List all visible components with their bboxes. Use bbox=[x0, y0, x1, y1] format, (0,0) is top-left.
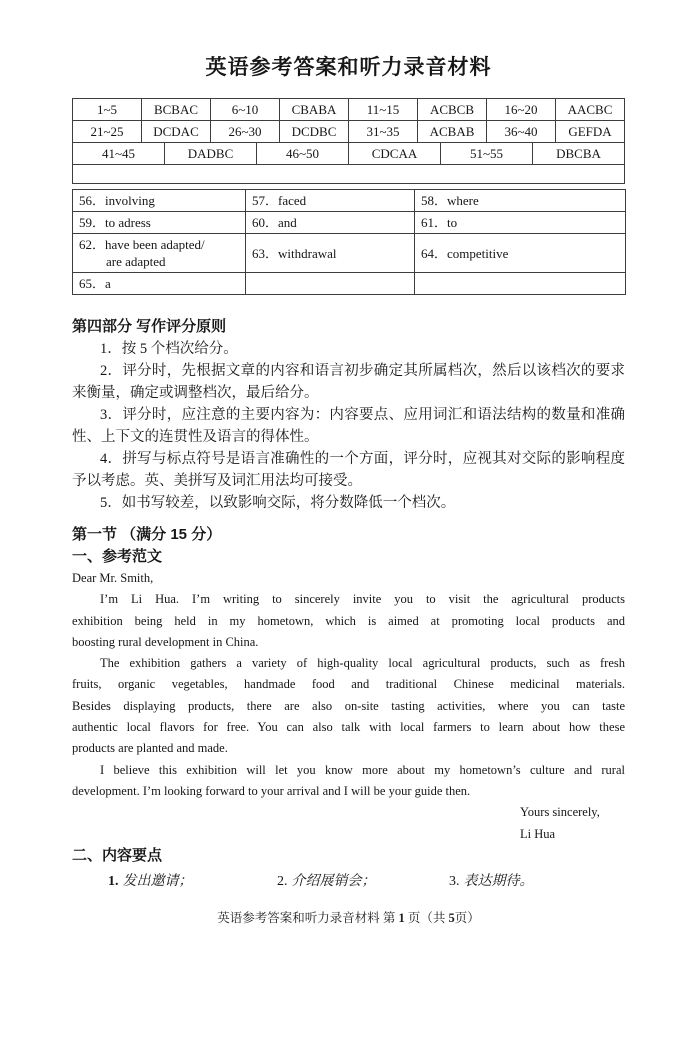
fill-answer-text: 62．have been adapted/ bbox=[79, 237, 205, 252]
page-footer bbox=[72, 908, 625, 926]
content-point-text: 发出邀请； bbox=[122, 873, 193, 889]
essay-line: fruits, organic vegetables, handmade food and traditional Chinese medicinal materials. bbox=[72, 677, 625, 692]
answer-letters-cell: GEFDA bbox=[556, 121, 625, 143]
answer-table-row bbox=[73, 121, 625, 143]
answer-range-cell: 1~5 bbox=[73, 99, 142, 121]
fill-answer-row bbox=[73, 273, 626, 295]
essay-line: boosting rural development in China. bbox=[72, 634, 259, 649]
letter-body bbox=[72, 589, 625, 802]
fill-answer-text: 63．withdrawal bbox=[252, 245, 337, 261]
scoring-principle-line: 性、上下文的连贯性及语言的得体性。 bbox=[72, 429, 319, 445]
content-point-text: 表达期待。 bbox=[463, 873, 534, 889]
answer-letters-cell: AACBC bbox=[556, 99, 625, 121]
answer-range-cell: 16~20 bbox=[487, 99, 556, 121]
answer-range-cell: 21~25 bbox=[73, 121, 142, 143]
scoring-principle-line: 1．按 5 个档次给分。 bbox=[100, 341, 238, 357]
scoring-principle-line: 5．如书写较差，以致影响交际，将分数降低一个档次。 bbox=[100, 495, 456, 511]
footer-doc-title: 英语参考答案和听力录音材料 bbox=[217, 910, 380, 925]
document-page bbox=[0, 54, 696, 926]
answer-letters-cell: DCDAC bbox=[142, 121, 211, 143]
footer-total-pages: 5 bbox=[448, 910, 455, 925]
fill-answer-text: 60．and bbox=[252, 215, 297, 230]
objective-answers-table bbox=[72, 98, 625, 143]
section1-heading: 第一节 （满分 15 分） bbox=[72, 526, 222, 543]
part4-heading: 第四部分 写作评分原则 bbox=[72, 318, 227, 335]
answer-letters-cell: BCBAC bbox=[142, 99, 211, 121]
content-point-number: 3. bbox=[449, 873, 460, 889]
content-points-row bbox=[72, 868, 625, 892]
fill-answer-cell bbox=[73, 234, 246, 273]
letter-closing: Yours sincerely, bbox=[520, 805, 600, 820]
fill-answer-row bbox=[73, 212, 626, 234]
scoring-principle-line: 2．评分时，先根据文章的内容和语言初步确定其所属档次，然后以该档次的要求 bbox=[100, 363, 625, 379]
content-point-number: 2. bbox=[277, 873, 288, 889]
answer-table-row bbox=[73, 99, 625, 121]
empty-cell bbox=[415, 273, 626, 295]
answer-range-cell: 46~50 bbox=[257, 143, 349, 165]
content-point-text: 介绍展销会； bbox=[291, 873, 376, 889]
footer-page-number: 1 bbox=[398, 910, 405, 925]
fill-answer-text: 61．to bbox=[421, 215, 458, 230]
answer-range-cell: 11~15 bbox=[349, 99, 418, 121]
answer-range-cell: 51~55 bbox=[441, 143, 533, 165]
answer-range-cell: 6~10 bbox=[211, 99, 280, 121]
essay-line: The exhibition gathers a variety of high-quality local agricultural products, such as fresh bbox=[100, 656, 625, 671]
objective-answers-table-row3 bbox=[72, 142, 625, 165]
answer-range-cell: 41~45 bbox=[73, 143, 165, 165]
scoring-principle-line: 来衡量，确定或调整档次，最后给分。 bbox=[72, 385, 319, 401]
content-point bbox=[277, 870, 376, 890]
letter-salutation: Dear Mr. Smith, bbox=[72, 571, 154, 585]
fill-answer-text: 59．to adress bbox=[79, 215, 151, 230]
answer-letters-cell: DBCBA bbox=[533, 143, 625, 165]
fill-answer-cell bbox=[73, 212, 246, 234]
fill-answer-cell bbox=[246, 212, 415, 234]
fill-answer-cell bbox=[415, 190, 626, 212]
essay-line: I’m Li Hua. I’m writing to sincerely invite you to visit the agricultural products bbox=[100, 592, 625, 607]
letter-closing-block bbox=[520, 802, 625, 845]
footer-page-info: 第 1 页（共 5页） bbox=[382, 910, 480, 925]
fill-answer-row bbox=[73, 234, 626, 273]
fill-answer-text: 64．competitive bbox=[421, 245, 509, 261]
fill-answer-cell bbox=[415, 234, 626, 273]
scoring-principle-line: 4．拼写与标点符号是语言准确性的一个方面，评分时，应视其对交际的影响程度 bbox=[100, 451, 625, 467]
essay-line: authentic local flavors for free. You can also talk with local farmers to learn about how these bbox=[72, 720, 625, 735]
sample-essay-letter bbox=[72, 568, 625, 845]
answer-letters-cell: ACBAB bbox=[418, 121, 487, 143]
fill-answer-cell bbox=[246, 190, 415, 212]
fill-answer-cell bbox=[73, 190, 246, 212]
scoring-principle-line: 予以考虑。英、美拼写及词汇用法均可接受。 bbox=[72, 473, 362, 489]
sample-essay-heading: 一、参考范文 bbox=[72, 548, 163, 565]
essay-line: development. I’m looking forward to your arrival and I will be your guide then. bbox=[72, 783, 471, 798]
fill-answer-text-line2: are adapted bbox=[106, 254, 166, 269]
content-point-number: 1. bbox=[108, 873, 119, 889]
fill-answer-text: 65．a bbox=[79, 276, 111, 291]
empty-cell bbox=[73, 165, 625, 184]
essay-line: products are planted and made. bbox=[72, 741, 228, 756]
empty-cell bbox=[246, 273, 415, 295]
answer-table-row bbox=[73, 143, 625, 165]
answer-letters-cell: DCDBC bbox=[280, 121, 349, 143]
letter-signature: Li Hua bbox=[520, 826, 556, 841]
page-title: 英语参考答案和听力录音材料 bbox=[205, 56, 492, 79]
fill-answer-text: 58．where bbox=[421, 193, 479, 208]
answer-letters-cell: ACBCB bbox=[418, 99, 487, 121]
answer-range-cell: 31~35 bbox=[349, 121, 418, 143]
answer-letters-cell: CDCAA bbox=[349, 143, 441, 165]
fill-answer-text: 57．faced bbox=[252, 193, 307, 208]
answer-range-cell: 26~30 bbox=[211, 121, 280, 143]
fill-answer-cell bbox=[73, 273, 246, 295]
answer-range-cell: 36~40 bbox=[487, 121, 556, 143]
fill-answer-cell bbox=[415, 212, 626, 234]
fill-answer-cell bbox=[246, 234, 415, 273]
answer-letters-cell: CBABA bbox=[280, 99, 349, 121]
scoring-principles-list bbox=[72, 338, 625, 514]
objective-answers-empty-row bbox=[72, 164, 625, 184]
essay-line: I believe this exhibition will let you know more about my hometown’s culture and rural bbox=[100, 762, 625, 777]
fill-answer-text: 56．involving bbox=[79, 193, 155, 208]
essay-line: Besides displaying products, there are also on-site tasting activities, where you can taste bbox=[72, 698, 625, 713]
content-points-heading: 二、内容要点 bbox=[72, 846, 163, 864]
fill-answer-row bbox=[73, 190, 626, 212]
content-point bbox=[108, 870, 193, 890]
answer-letters-cell: DADBC bbox=[165, 143, 257, 165]
fill-in-answers-table bbox=[72, 189, 626, 295]
content-point bbox=[449, 870, 534, 890]
scoring-principle-line: 3．评分时，应注意的主要内容为：内容要点、应用词汇和语法结构的数量和准确 bbox=[100, 407, 625, 423]
essay-line: exhibition being held in my hometown, which is aimed at promoting local products and bbox=[72, 613, 625, 628]
